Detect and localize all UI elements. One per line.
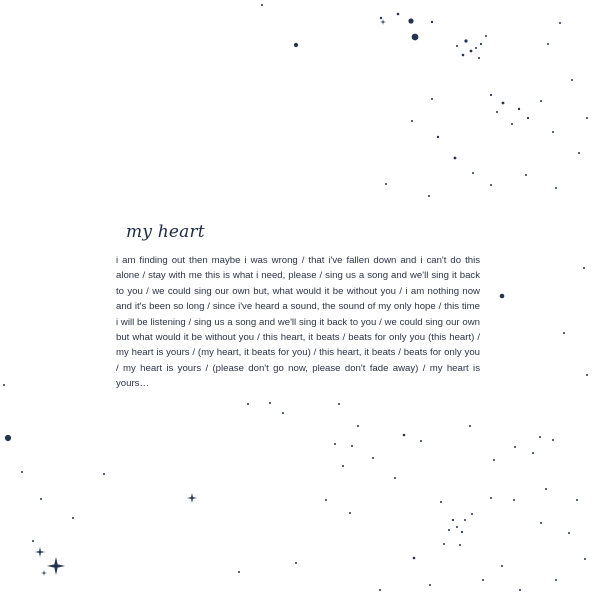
star-dot [547,43,549,45]
star-dot [519,589,521,591]
star-dot [385,183,387,185]
star-dot [408,18,413,23]
star-dot [379,589,381,591]
star-dot [282,412,284,414]
star-dot [443,543,445,545]
star-dot [269,402,271,404]
star-dot [456,526,458,528]
star-dot [462,54,465,57]
star-dot [437,136,439,138]
star-dot [72,517,74,519]
star-dot [103,473,105,475]
star-dot [338,403,340,405]
star-dot [397,13,400,16]
star-dot [583,267,585,269]
star-dot [555,579,557,581]
star-dot [372,457,374,459]
star-dot [540,522,542,524]
sparkle-star-icon [35,547,45,557]
star-dot [496,111,498,113]
star-dot [325,499,327,501]
star-dot [454,157,457,160]
star-dot [431,21,433,23]
star-dot [555,187,557,189]
star-dot [559,22,561,24]
star-dot [502,102,505,105]
page-title: my heart [126,222,205,242]
star-dot [357,425,359,427]
star-dot [482,579,484,581]
star-dot [552,439,554,441]
star-dot [429,584,431,586]
star-dot [584,558,586,560]
star-dot [493,459,495,461]
star-dot [420,440,422,442]
star-dot [403,434,406,437]
star-dot [431,98,433,100]
star-dot [247,403,249,405]
star-dot [334,443,336,445]
star-dot [32,540,34,542]
star-dot [475,47,477,49]
star-dot [586,117,588,119]
star-dot [464,39,467,42]
star-dot [545,488,547,490]
star-dot [490,184,492,186]
star-dot [568,532,570,534]
star-dot [21,471,23,473]
star-dot [456,45,458,47]
star-dot [3,384,5,386]
star-dot [459,544,461,546]
star-dot [552,131,554,133]
star-dot [448,529,450,531]
star-dot [513,499,515,501]
sparkle-star-icon [47,557,65,575]
sparkle-star-icon [41,570,47,576]
star-dot [490,497,492,499]
star-dot [40,498,42,500]
star-dot [413,557,416,560]
star-dot [578,152,580,154]
star-dot [342,465,344,467]
star-dot [464,519,466,521]
star-dot [514,446,516,448]
star-dot [428,195,430,197]
star-dot [472,172,474,174]
star-dot [518,108,520,110]
star-dot [539,436,541,438]
star-dot [470,50,473,53]
star-dot [540,100,542,102]
star-dot [238,571,240,573]
star-dot [380,17,382,19]
star-dot [394,477,396,479]
star-dot [511,123,513,125]
star-dot [349,512,351,514]
star-dot [563,332,565,334]
star-dot [452,519,454,521]
star-dot [485,35,487,37]
star-dot [261,4,263,6]
star-dot [527,117,529,119]
star-dot [461,531,463,533]
star-dot [480,43,482,45]
star-dot [501,565,503,567]
lyrics-text: i am finding out then maybe i was wrong / that i've fallen down and i can't do this alone / stay with me this is what i need, please / sing us a song and we'll sing it back to you / we could sing our own but, what would it be without you / i am nothing now and it's been so long / since i've heard a sound, the sound of my only hope / this time i will be listening / sing us a song and we'll sing it back to you / we could sing our own but what would it be without you / this heart, it beats / beats for only you (this heart) / my heart is yours / (my heart, it beats for you) / this heart, it beats / beats for only you / my heart is yours / (please don't go now, please don't fade away) / my heart is yours… [116,255,480,390]
star-dot [471,513,473,515]
star-dot [490,94,492,96]
star-dot [586,374,588,376]
star-dot [469,425,471,427]
sparkle-star-icon [380,19,386,25]
star-dot [576,499,578,501]
star-dot [571,79,573,81]
star-dot [411,120,413,122]
star-dot [532,452,534,454]
star-dot [294,43,298,47]
star-dot [412,34,419,41]
star-dot [351,445,353,447]
star-dot [500,294,505,299]
sparkle-star-icon [187,493,197,503]
star-dot [478,57,480,59]
star-dot [525,174,527,176]
star-dot [440,501,442,503]
star-dot [5,435,11,441]
star-dot [295,562,297,564]
